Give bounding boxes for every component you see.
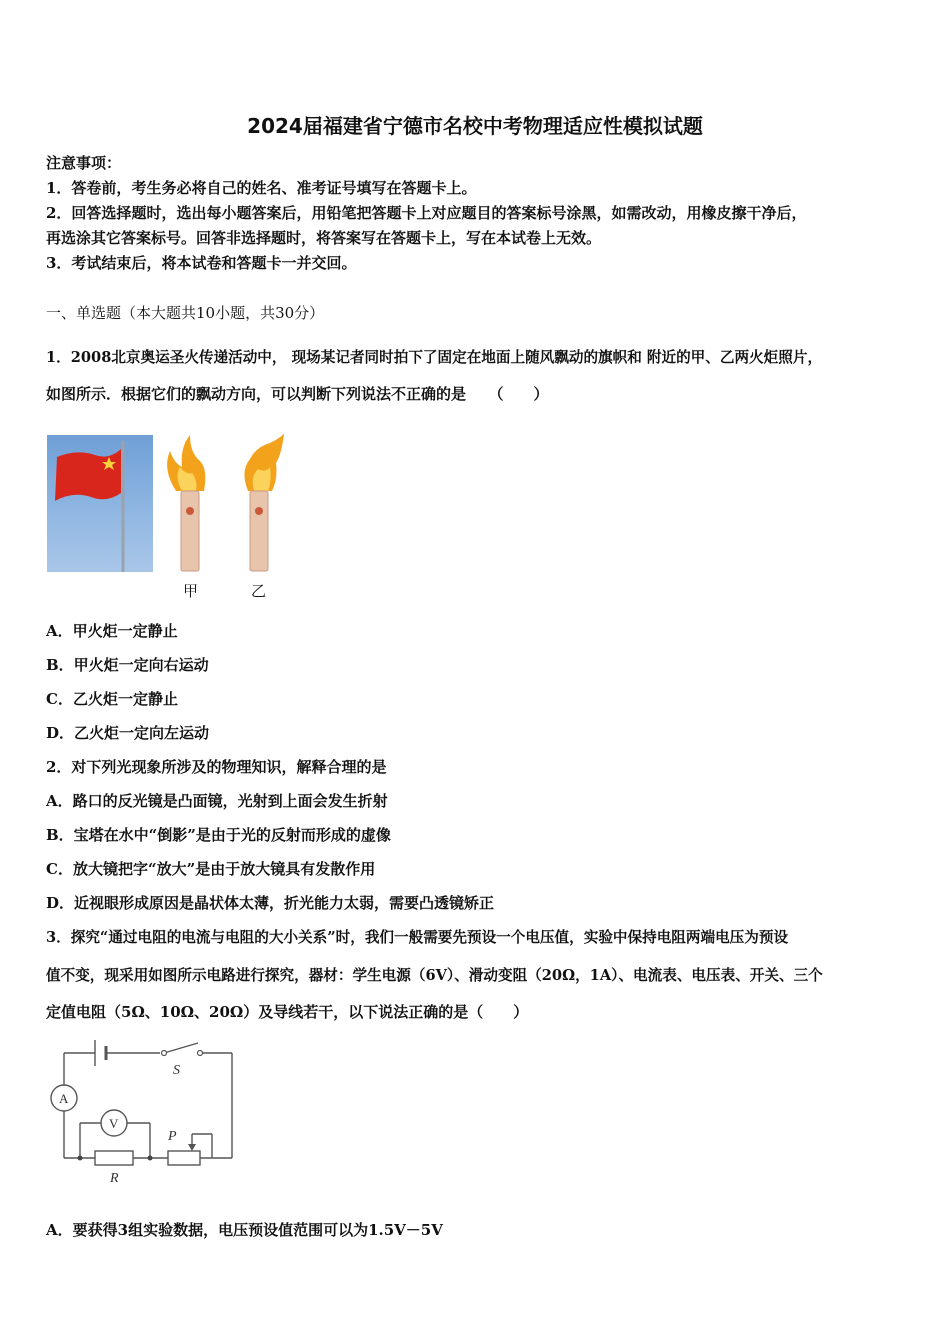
q2-option-a: A．路口的反光镜是凸面镜，光射到上面会发生折射 — [46, 792, 388, 810]
caption-yi: 乙 — [251, 582, 267, 600]
junction-dot — [148, 1156, 153, 1161]
red-flag — [55, 449, 121, 501]
q2-stem: 2．对下列光现象所涉及的物理知识，解释合理的是 — [46, 758, 387, 776]
slider-label: P — [168, 1129, 177, 1144]
notice-item: 1．答卷前，考生务必将自己的姓名、准考证号填写在答题卡上。 — [46, 179, 477, 197]
q3-stem-line2: 值不变，现采用如图所示电路进行探究，器材：学生电源（6V）、滑动变阻（20Ω，1A）、电流表、电压表、开关、三个 — [46, 967, 823, 984]
flag-photo — [47, 435, 153, 572]
switch-contact-left — [162, 1051, 167, 1056]
resistor-label: R — [110, 1171, 119, 1186]
voltmeter-label: V — [109, 1116, 119, 1131]
sliding-rheostat — [168, 1151, 200, 1165]
q3-option-a: A．要获得3组实验数据，电压预设值范围可以为1.5V－5V — [46, 1221, 443, 1239]
page-title: 2024届福建省宁德市名校中考物理适应性模拟试题 — [247, 114, 703, 138]
q1-stem-line1: 1．2008北京奥运圣火传递活动中， 现场某记者同时拍下了固定在地面上随风飘动的旗帜和 附近的甲、乙两火炬照片， — [46, 349, 823, 366]
switch-label: S — [173, 1063, 180, 1078]
ammeter-label: A — [59, 1091, 69, 1106]
q2-option-d: D．近视眼形成原因是晶状体太薄，折光能力太弱，需要凸透镜矫正 — [46, 894, 495, 912]
notice-heading: 注意事项： — [46, 154, 122, 172]
notice-item: 再选涂其它答案标号。回答非选择题时，将答案写在答题卡上，写在本试卷上无效。 — [46, 229, 602, 247]
q3-stem-line3: 定值电阻（5Ω、10Ω、20Ω）及导线若干，以下说法正确的是（ ） — [46, 1003, 529, 1021]
section-heading: 一、单选题（本大题共10小题，共30分） — [46, 304, 325, 322]
q1-option-c: C．乙火炬一定静止 — [46, 690, 178, 708]
q2-option-b: B．宝塔在水中“倒影”是由于光的反射而形成的虚像 — [46, 826, 391, 844]
notice-item: 3．考试结束后，将本试卷和答题卡一并交回。 — [46, 254, 357, 272]
q1-stem-line2: 如图所示．根据它们的飘动方向，可以判断下列说法不正确的是 （ ） — [46, 385, 549, 403]
q3-stem-line1: 3．探究“通过电阻的电流与电阻的大小关系”时，我们一般需要先预设一个电压值，实验中保持电阻两端电压为预设 — [46, 929, 789, 946]
caption-jia: 甲 — [183, 582, 199, 600]
switch-contact-right — [198, 1051, 203, 1056]
torch-jia-image — [160, 433, 218, 573]
resistor — [95, 1151, 133, 1165]
torch-yi-body — [250, 491, 268, 571]
q1-option-a: A．甲火炬一定静止 — [46, 622, 178, 640]
flag-image — [47, 435, 153, 572]
torch-jia-body — [181, 491, 199, 571]
notice-item: 2．回答选择题时，选出每小题答案后，用铅笔把答题卡上对应题目的答案标号涂黑，如需改动，用橡皮擦干净后， — [46, 204, 807, 222]
circuit-diagram — [40, 1030, 250, 1190]
switch-blade — [164, 1043, 198, 1053]
junction-dot — [78, 1156, 83, 1161]
q1-option-b: B．甲火炬一定向右运动 — [46, 656, 209, 674]
torch-yi-image — [236, 433, 288, 573]
q1-option-d: D．乙火炬一定向左运动 — [46, 724, 210, 742]
q2-option-c: C．放大镜把字“放大”是由于放大镜具有发散作用 — [46, 860, 376, 878]
